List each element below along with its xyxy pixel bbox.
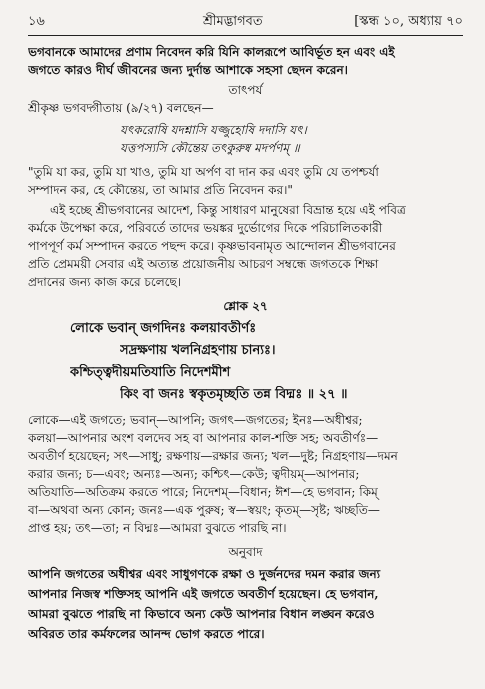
section-heading-translation: অনুবাদ [228, 545, 263, 559]
body-text-line: এই হচ্ছে শ্রীভগবানের আদেশ, কিন্তু সাধারণ মানুষেরা বিভ্রান্ত হয়ে এই পবিত্র [50, 203, 406, 217]
page-header [28, 12, 463, 34]
verse-number-heading: শ্লোক ২৭ [223, 299, 268, 313]
book-title: শ্রীমদ্ভাগবত [203, 14, 263, 29]
body-text-line: "তুমি যা কর, তুমি যা খাও, তুমি যা অর্পণ বা দান কর এবং তুমি যে তপশ্চর্যা [28, 165, 379, 179]
word-meaning-line: করার জন্য; চ—এবং; অন্যঃ—অন্য; কশ্চিৎ—কেউ; ত্বদীয়ম্—আপনার; [28, 467, 360, 481]
translation-line: আমরা বুঝতে পারছি না কিভাবে অন্য কেউ আপনার বিধান লঙ্ঘন করেও [28, 607, 375, 621]
word-meaning-line: কলয়া—আপনার অংশ বলদেব সহ বা আপনার কাল-শক্তি সহ; অবতীর্ণঃ— [28, 431, 379, 445]
body-text-line: কর্মকে উপেক্ষা করে, পরিবর্তে তাদের ভয়ঙ্কর দুর্ভোগের দিকে পরিচালিতকারী [28, 221, 383, 235]
purport-text-line: জগতে কারও দীর্ঘ জীবনের জন্য দুর্দান্ত আশাকে সহসা ছেদন করেন। [28, 63, 348, 77]
translation-line: অবিরত তার কর্মফলের আনন্দ ভোগ করতে পারে। [28, 627, 265, 641]
header-rule [28, 35, 463, 36]
word-meaning-line: লোকে—এই জগতে; ভবান্—আপনি; জগৎ—জগতের; ইনঃ—অধীশ্বর; [28, 413, 363, 427]
quoted-verse-line: যৎকরোষি যদশ্নাসি যজ্জুহোষি দদাসি যৎ। [120, 123, 307, 137]
quoted-verse-line: যত্তপস্যসি কৌন্তেয় তৎকুরুষ্ব মদর্পণম্ ॥ [120, 141, 300, 155]
sanskrit-verse-line: কিং বা জনঃ স্বকৃতমৃচ্ছতি তন্ন বিদ্মঃ ॥ ২৭ ॥ [120, 387, 348, 402]
body-text-line: প্রদানের জন্য কাজ করে চলেছে। [28, 275, 182, 289]
word-meaning-line: অবতীর্ণ হয়েছেন; সৎ—সাধু; রক্ষণায়—রক্ষার জন্য; খল—দুষ্ট; নিগ্রহণায়—দমন [28, 449, 398, 463]
sanskrit-verse-line: লোকে ভবান্ জগদিনঃ কলয়াবতীর্ণঃ [70, 321, 257, 336]
body-text-line: পাপপূর্ণ কর্ম সম্পাদন করতে পছন্দ করে। কৃষ্ণভাবনামৃত আন্দোলন শ্রীভগবানের [28, 239, 396, 253]
sanskrit-verse-line: সদ্রক্ষণায় খলনিগ্রহণায় চান্যঃ। [120, 343, 276, 358]
purport-text-line: ভগবানকে আমাদের প্রণাম নিবেদন করি যিনি কালরূপে আবির্ভূত হন এবং এই [28, 45, 395, 59]
body-text-line: সম্পাদন কর, হে কৌন্তেয়, তা আমার প্রতি নিবেদন কর।" [28, 183, 293, 197]
body-text-line: শ্রীকৃষ্ণ ভগবদ্গীতায় (৯/২৭) বলছেন— [28, 101, 214, 115]
body-text-line: প্রতি প্রেমময়ী সেবার এই অত্যন্ত প্রয়োজনীয় আচরণ সম্বন্ধে জগতকে শিক্ষা [28, 257, 379, 271]
word-meaning-line: অতিযাতি—অতিক্রম করতে পারে; নিদেশম্—বিধান; ঈশ—হে ভগবান; কিম্ [28, 485, 378, 499]
word-meaning-line: বা—অথবা অন্য কোন; জনঃ—এক পুরুষ; স্ব—স্বয়ং; কৃতম্—সৃষ্ট; ঋচ্ছতি— [28, 503, 380, 517]
translation-line: আপনার নিজস্ব শক্তিসহ আপনি এই জগতে অবতীর্ণ হয়েছেন। হে ভগবান, [28, 587, 379, 601]
translation-line: আপনি জগতের অধীশ্বর এবং সাধুগণকে রক্ষা ও দুর্জনদের দমন করার জন্য [28, 567, 381, 581]
page-number: ১৬ [28, 14, 45, 29]
section-heading-purport: তাৎপর্য [228, 83, 263, 97]
word-meaning-line: প্রাপ্ত হয়; তৎ—তা; ন বিদ্মঃ—আমরা বুঝতে পারছি না। [28, 521, 287, 535]
sanskrit-verse-line: কশ্চিত্ত্বদীয়মতিযাতি নিদেশমীশ [70, 365, 231, 380]
chapter-reference: [স্কন্ধ ১০, অধ্যায় ৭০ [354, 14, 463, 29]
